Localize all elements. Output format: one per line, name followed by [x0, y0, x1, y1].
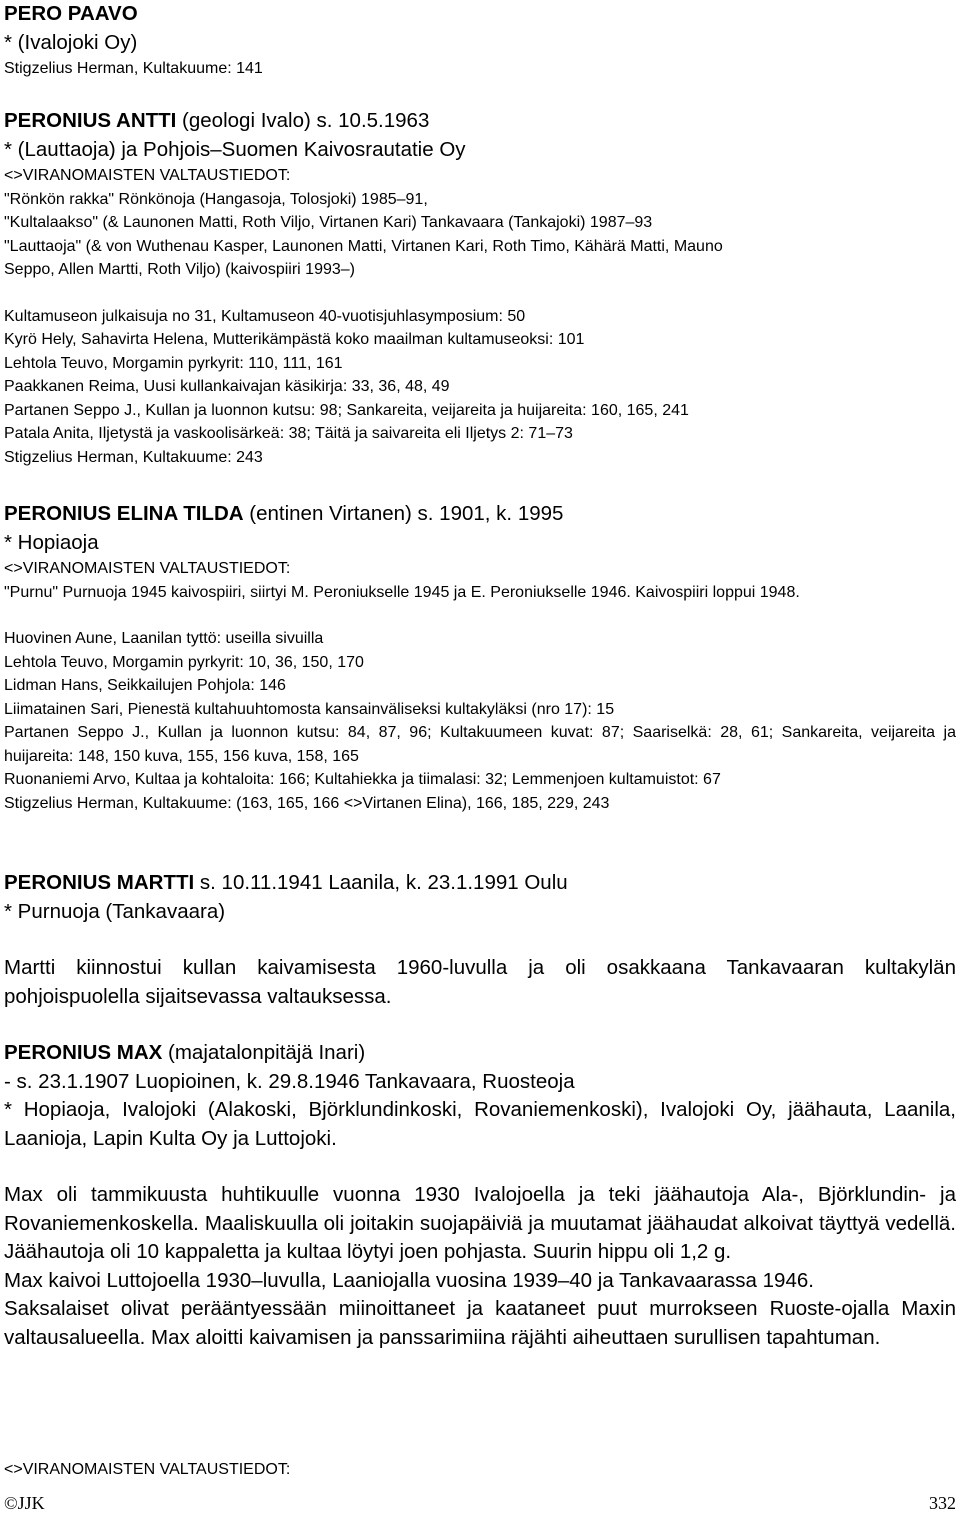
reference-paragraph: Partanen Seppo J., Kullan ja luonnon kutsu: 84, 87, 96; Kultakuumeen kuvat: 87; Saariselkä: 28, 61; Sankareita, veijareita ja huijareita: 148, 150 kuva, 155, 156 kuva, 158, 165	[4, 724, 956, 765]
reference-line: Ruonaniemi Arvo, Kultaa ja kohtaloita: 166; Kultahiekka ja tiimalasi: 32; Lemmenjoen kultamuistot: 67	[4, 771, 721, 788]
entry-paragraph: Max oli tammikuusta huhtikuulle vuonna 1930 Ivalojoella ja teki jäähautoja Ala-, Björklundin- ja Rovaniemenkoskella. Maaliskuulla oli joitakin suojapäiviä ja muutamat jäähaudat alkoivat täyttyä vedellä. Jäähautoja oli 10 kappaletta ja kultaa löytyi joen pohjasta. Suurin hippu oli 1,2 g.	[4, 1183, 956, 1263]
entry-peronius-martti	[4, 869, 956, 1011]
entry-details: (entinen Virtanen) s. 1901, k. 1995	[243, 502, 564, 525]
reference-line: Lehtola Teuvo, Morgamin pyrkyrit: 10, 36, 150, 170	[4, 653, 364, 671]
entry-name: PERO PAAVO	[4, 2, 138, 25]
reference-line: Partanen Seppo J., Kullan ja luonnon kutsu: 98; Sankareita, veijareita ja huijareita: 160, 165, 241	[4, 401, 689, 419]
claims-header: <>VIRANOMAISTEN VALTAUSTIEDOT:	[4, 167, 291, 184]
entry-name: PERONIUS MARTTI	[4, 871, 195, 894]
page-footer	[4, 1493, 956, 1514]
claim-line: "Kultalaakso" (& Launonen Matti, Roth Viljo, Virtanen Kari) Tankavaara (Tankajoki) 1987–93	[4, 214, 653, 231]
entry-place: * Hopiaoja	[4, 530, 99, 554]
claim-text: "Purnu" Purnuoja 1945 kaivospiiri, siirtyi M. Peroniukselle 1945 ja E. Peroniukselle 1946. Kaivospiiri loppui 1948.	[4, 583, 800, 601]
entry-details: (geologi Ivalo) s. 10.5.1963	[176, 109, 430, 132]
claims-header: <>VIRANOMAISTEN VALTAUSTIEDOT:	[4, 560, 291, 577]
reference-line: Lehtola Teuvo, Morgamin pyrkyrit: 110, 111, 161	[4, 354, 343, 372]
entry-pero-paavo	[4, 0, 956, 81]
entry-peronius-max	[4, 1039, 956, 1352]
page-number: 332	[929, 1493, 956, 1513]
reference-line: Paakkanen Reima, Uusi kullankaivajan käsikirja: 33, 36, 48, 49	[4, 378, 450, 395]
entry-place: * (Lauttaoja) ja Pohjois–Suomen Kaivosrautatie Oy	[4, 137, 466, 161]
reference-line: Lidman Hans, Seikkailujen Pohjola: 146	[4, 677, 286, 694]
entry-name: PERONIUS ELINA TILDA	[4, 502, 244, 525]
claim-line: "Lauttaoja" (& von Wuthenau Kasper, Launonen Matti, Virtanen Kari, Roth Timo, Kähärä Matti, Mauno	[4, 237, 723, 255]
entry-details: s. 10.11.1941 Laanila, k. 23.1.1991 Oulu	[194, 871, 568, 894]
entry-dates: - s. 23.1.1907 Luopioinen, k. 29.8.1946 Tankavaara, Ruosteoja	[4, 1069, 575, 1093]
reference-line: Liimatainen Sari, Pienestä kultahuuhtomosta kansainväliseksi kultakyläksi (nro 17): 15	[4, 700, 615, 718]
claims-header: <>VIRANOMAISTEN VALTAUSTIEDOT:	[4, 1461, 291, 1478]
reference-line: Stigzelius Herman, Kultakuume: 243	[4, 448, 263, 466]
claim-line: Seppo, Allen Martti, Roth Viljo) (kaivospiiri 1993–)	[4, 261, 355, 278]
entry-peronius-antti	[4, 107, 956, 469]
entry-details: (majatalonpitäjä Inari)	[162, 1041, 366, 1064]
entry-peronius-elina-tilda	[4, 500, 956, 815]
reference-line: Patala Anita, Iljetystä ja vaskoolisärkeä: 38; Täitä ja saivareita eli Iljetys 2: 71–73	[4, 425, 573, 442]
entry-paragraph: Saksalaiset olivat perääntyessään miinoittaneet ja kaataneet puut murrokseen Ruoste-ojalla Maxin valtausalueella. Max aloitti kaivamisen ja panssarimiina räjähti aiheuttaen surullisen tapahtuman.	[4, 1297, 956, 1349]
entry-name: PERONIUS MAX	[4, 1041, 163, 1064]
entry-place: * Purnuoja (Tankavaara)	[4, 899, 226, 923]
reference-line: Stigzelius Herman, Kultakuume: 141	[4, 60, 263, 77]
entry-heading	[4, 500, 956, 529]
reference-line: Huovinen Aune, Laanilan tyttö: useilla sivuilla	[4, 630, 324, 647]
entry-text: Martti kiinnostui kullan kaivamisesta 1960-luvulla ja oli osakkaana Tankavaaran kultakylän pohjoispuolella sijaitsevassa valtauksessa.	[4, 956, 956, 1008]
copyright-mark: ©JJK	[4, 1493, 45, 1513]
entry-paragraph: Max kaivoi Luttojoella 1930–luvulla, Laaniojalla vuosina 1939–40 ja Tankavaarassa 1946.	[4, 1268, 814, 1292]
entry-heading	[4, 107, 956, 136]
entry-heading	[4, 1039, 956, 1068]
claim-line: "Rönkön rakka" Rönkönoja (Hangasoja, Tolosjoki) 1985–91,	[4, 190, 428, 208]
entry-place: * (Ivalojoki Oy)	[4, 30, 138, 54]
entry-name: PERONIUS ANTTI	[4, 109, 177, 132]
reference-line: Kultamuseon julkaisuja no 31, Kultamuseon 40-vuotisjuhlasymposium: 50	[4, 307, 526, 325]
entry-places: * Hopiaoja, Ivalojoki (Alakoski, Björklundinkoski, Rovaniemenkoski), Ivalojoki Oy, jäähauta, Laanila, Laanioja, Lapin Kulta Oy ja Luttojoki.	[4, 1098, 956, 1150]
entry-heading	[4, 869, 956, 898]
reference-line: Kyrö Hely, Sahavirta Helena, Mutterikämpästä koko maailman kultamuseoksi: 101	[4, 331, 585, 348]
entry-heading	[4, 0, 956, 29]
reference-line: Stigzelius Herman, Kultakuume: (163, 165, 166 <>Virtanen Elina), 166, 185, 229, 243	[4, 794, 610, 812]
